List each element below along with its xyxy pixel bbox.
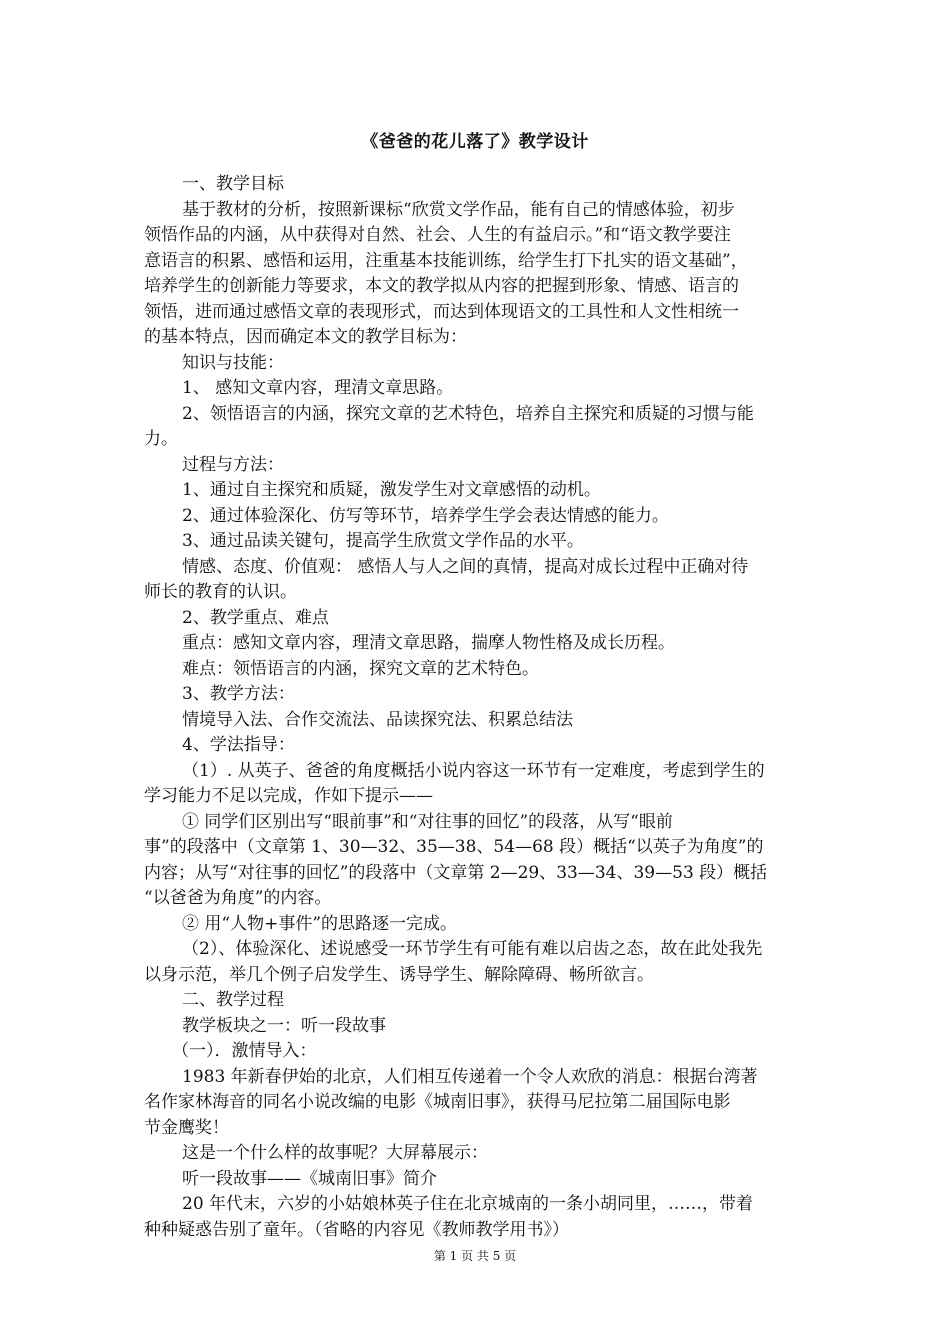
paragraph-line: 领悟作品的内涵，从中获得对自然、社会、人生的有益启示。”和“语文教学要注 (144, 225, 731, 245)
paragraph-line: 情感、态度、价值观： 感悟人与人之间的真情，提高对成长过程中正确对待 (182, 556, 749, 577)
paragraph-line: 意语言的积累、感悟和运用，注重基本技能训练，给学生打下扎实的语文基础”， (144, 250, 748, 271)
list-item: 1、通过自主探究和质疑，激发学生对文章感悟的动机。 (182, 480, 601, 500)
paragraph-line: 名作家林海音的同名小说改编的电影《城南旧事》，获得马尼拉第二届国际电影 (144, 1092, 731, 1112)
paragraph-line: 20 年代末，六岁的小姑娘林英子住在北京城南的一条小胡同里，……，带着 (182, 1194, 754, 1214)
paragraph-line: 种种疑惑告别了童年。（省略的内容见《教师教学用书》） (144, 1219, 569, 1240)
paragraph-line: 情境导入法、合作交流法、品读探究法、积累总结法 (182, 709, 573, 730)
list-item: 2、领悟语言的内涵，探究文章的艺术特色，培养自主探究和质疑的习惯与能 (182, 403, 754, 424)
section-heading: 3、教学方法： (182, 684, 295, 704)
subheading: 知识与技能： (182, 352, 284, 373)
paragraph-line: 难点：领悟语言的内涵，探究文章的艺术特色。 (182, 658, 539, 679)
subheading: 教学板块之一：听一段故事 (182, 1015, 386, 1036)
paragraph-line: “以爸爸为角度”的内容。 (144, 888, 332, 908)
subheading: 过程与方法： (182, 454, 284, 475)
paragraph-line: 师长的教育的认识。 (144, 582, 297, 602)
list-item: 3、通过品读关键句，提高学生欣赏文学作品的水平。 (182, 531, 584, 551)
paragraph-line: （2）、体验深化、述说感受一环节学生有可能有难以启齿之态，故在此处我先 (182, 939, 763, 959)
section-heading: 4、学法指导： (182, 735, 295, 755)
paragraph-line: 的基本特点，因而确定本文的教学目标为： (144, 327, 467, 347)
paragraph-line: 节金鹰奖！ (144, 1117, 229, 1138)
paragraph-line: 力。 (144, 429, 178, 449)
document-body (144, 172, 808, 1243)
paragraph-line: 1983 年新春伊始的北京，人们相互传递着一个令人欢欣的消息：根据台湾著 (182, 1066, 758, 1087)
paragraph-line: 重点：感知文章内容，理清文章思路，揣摩人物性格及成长历程。 (182, 633, 675, 653)
paragraph-line: 内容；从写“对往事的回忆”的段落中（文章第 2—29、33—34、39—53 段）概括 (144, 862, 768, 883)
document-title: 《爸爸的花儿落了》教学设计 (361, 132, 589, 152)
paragraph-line: 这是一个什么样的故事呢？大屏幕展示： (182, 1143, 488, 1163)
paragraph-line: 培养学生的创新能力等要求，本文的教学拟从内容的把握到形象、情感、语言的 (144, 276, 739, 296)
paragraph-line: （1）. 从英子、爸爸的角度概括小说内容这一环节有一定难度，考虑到学生的 (182, 760, 765, 781)
paragraph-line: 领悟，进而通过感悟文章的表现形式，而达到体现语文的工具性和人文性相统一 (144, 301, 739, 322)
paragraph-line: 听一段故事——《城南旧事》简介 (182, 1168, 437, 1189)
paragraph-line: 事”的段落中（文章第 1、30—32、35—38、54—68 段）概括“以英子为角度”的 (144, 837, 764, 857)
subheading: （一）．激情导入： (172, 1041, 317, 1061)
page-footer: 第 1 页 共 5 页 (433, 1249, 517, 1263)
paragraph-line: 基于教材的分析，按照新课标“欣赏文学作品，能有自己的情感体验，初步 (182, 199, 735, 220)
section-heading: 2、教学重点、难点 (182, 607, 329, 628)
section-heading: 二、教学过程 (182, 990, 284, 1010)
section-heading: 一、教学目标 (182, 174, 284, 194)
list-item: 2、通过体验深化、仿写等环节，培养学生学会表达情感的能力。 (182, 505, 669, 526)
paragraph-line: ② 用“人物+事件”的思路逐一完成。 (182, 913, 458, 934)
paragraph-line: 学习能力不足以完成，作如下提示—— (144, 786, 433, 806)
paragraph-line: ① 同学们区别出写“眼前事”和“对往事的回忆”的段落，从写“眼前 (182, 811, 673, 832)
paragraph-line: 以身示范，举几个例子启发学生、诱导学生、解除障碍、畅所欲言。 (144, 964, 654, 985)
list-item: 1、 感知文章内容，理清文章思路。 (182, 378, 454, 398)
